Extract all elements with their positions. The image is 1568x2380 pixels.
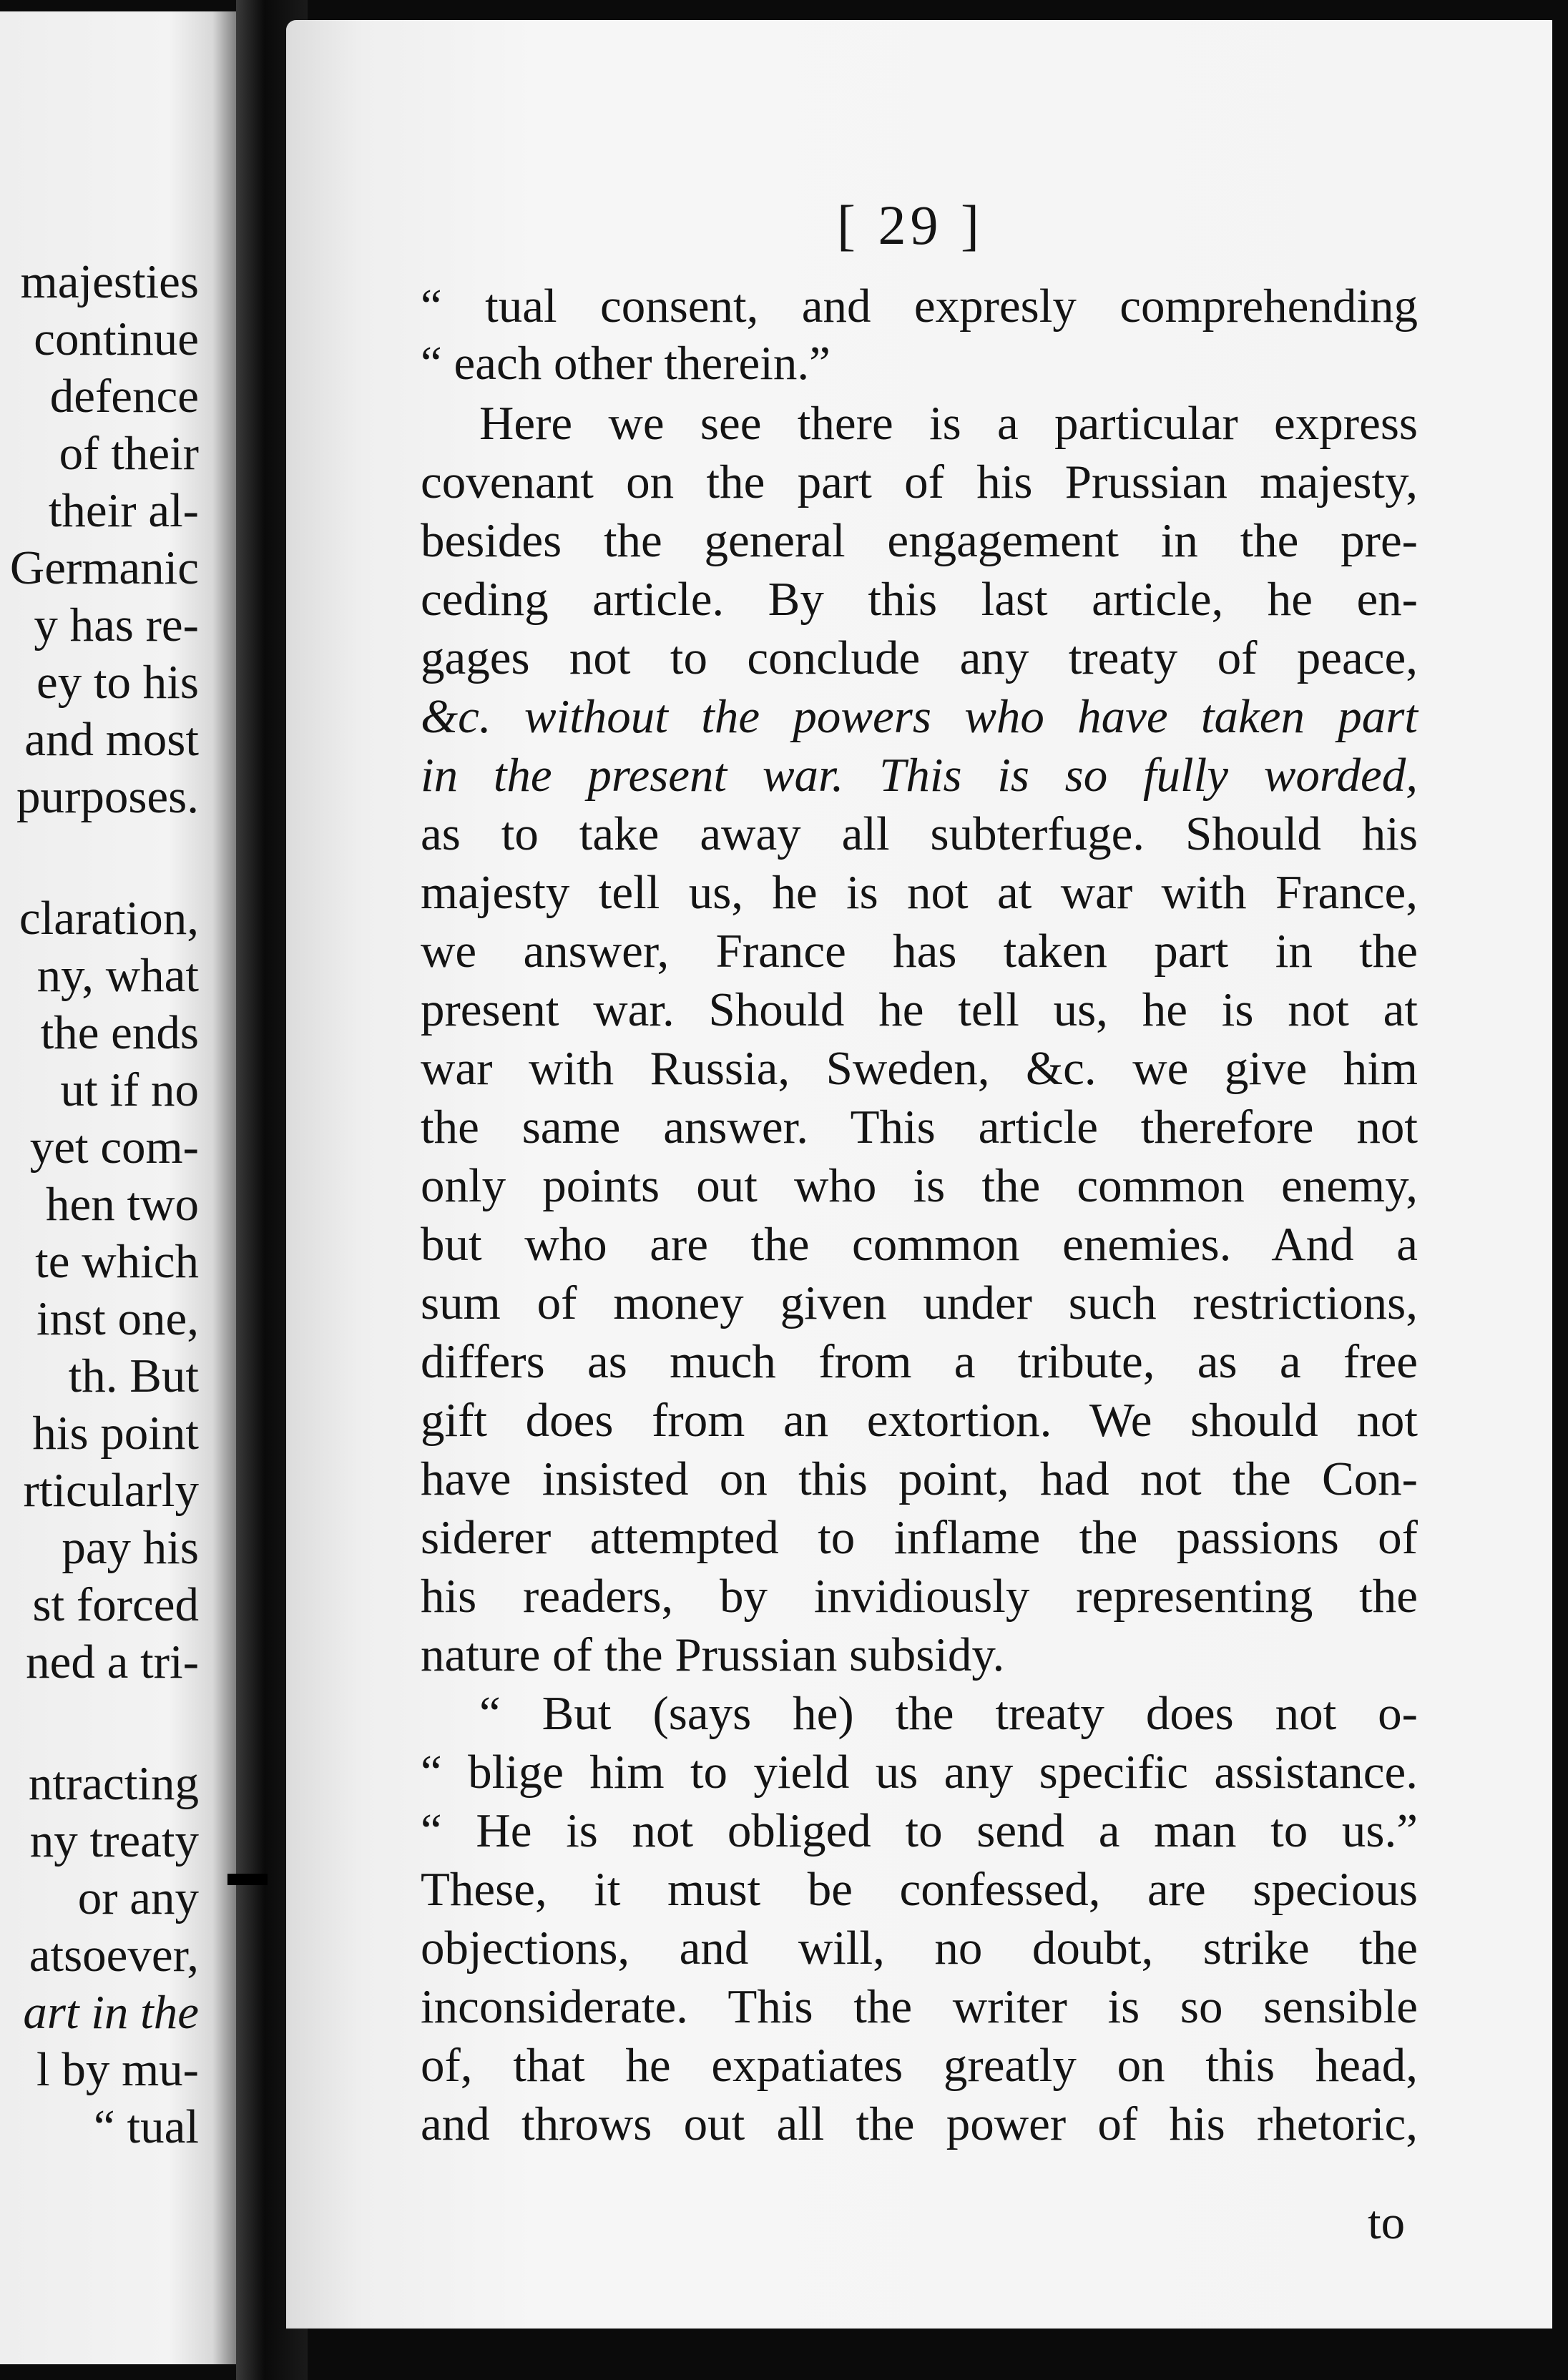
left-line: ntracting (28, 1757, 199, 1810)
left-line: his point (32, 1407, 199, 1460)
text-line: we answer, France has taken part in the (421, 925, 1418, 978)
left-line: defence (49, 370, 199, 423)
left-line: ny treaty (29, 1814, 199, 1867)
text-line: These, it must be confessed, are specious (421, 1863, 1418, 1916)
left-line: ny, what (36, 949, 199, 1002)
text-line: war with Russia, Sweden, &c. we give him (421, 1042, 1418, 1095)
text-line: inconsiderate. This the writer is so sensible (421, 1980, 1418, 2033)
left-line: the ends (40, 1006, 199, 1059)
italic-text: &c. without the powers who have taken part (421, 690, 1418, 743)
text-line: gages not to conclude any treaty of peace, (421, 631, 1418, 684)
text-line: gift does from an extortion. We should not (421, 1394, 1418, 1447)
text-line: nature of the Prussian subsidy. (421, 1628, 1005, 1681)
left-line: th. But (68, 1349, 199, 1402)
left-line: te which (35, 1235, 199, 1288)
left-line: ey to his (36, 656, 199, 709)
text-line: and throws out all the power of his rhetoric, (421, 2098, 1418, 2150)
text-line: majesty tell us, he is not at war with France, (421, 866, 1418, 919)
left-line: st forced (32, 1578, 199, 1631)
text-line: Here we see there is a particular express (479, 397, 1418, 450)
spine-mark (227, 1874, 268, 1885)
text-line: as to take away all subterfuge. Should his (421, 807, 1418, 860)
text-line: ceding article. By this last article, he en- (421, 573, 1418, 626)
text-line: of, that he expatiates greatly on this head, (421, 2039, 1418, 2092)
text-line: “ blige him to yield us any specific assistance. (421, 1746, 1418, 1799)
left-line: pay his (62, 1521, 199, 1574)
text-line: objections, and will, no doubt, strike the (421, 1922, 1418, 1975)
left-line: claration, (19, 892, 199, 945)
left-line: hen two (46, 1178, 199, 1231)
left-line: of their (59, 427, 199, 480)
left-line: majesties (20, 255, 199, 308)
left-line: l by mu- (36, 2043, 199, 2096)
left-line: continue (34, 313, 199, 365)
text-line: the same answer. This article therefore not (421, 1101, 1418, 1154)
left-line: atsoever, (29, 1929, 199, 1982)
text-line-italic-run (421, 688, 1418, 745)
text-line-italic-run (421, 747, 1418, 804)
left-line: or any (77, 1872, 199, 1924)
left-line: rticularly (23, 1464, 199, 1517)
left-line: yet com- (29, 1121, 199, 1174)
text-line: “ each other therein.” (421, 337, 830, 390)
left-line: “ tual (94, 2100, 199, 2153)
left-line: art in the (23, 1986, 199, 2039)
text-line: covenant on the part of his Prussian majesty, (421, 456, 1418, 508)
text-line: “ But (says he) the treaty does not o- (479, 1687, 1418, 1740)
left-line: y has re- (34, 599, 199, 651)
text-line: only points out who is the common enemy, (421, 1159, 1418, 1212)
left-page-fragment (0, 11, 242, 2364)
left-line: inst one, (36, 1292, 199, 1345)
text-line: “ tual consent, and expresly comprehending (421, 280, 1418, 333)
text-line: his readers, by invidiously representing the (421, 1570, 1418, 1623)
text-line: sum of money given under such restrictions, (421, 1277, 1418, 1329)
text-line: differs as much from a tribute, as a free (421, 1335, 1418, 1388)
left-line: and most (24, 713, 199, 766)
text-line: present war. Should he tell us, he is not at (421, 983, 1418, 1036)
text-line: besides the general engagement in the pre- (421, 514, 1418, 567)
text-line: siderer attempted to inflame the passions of (421, 1511, 1418, 1564)
text-line: “ He is not obliged to send a man to us.” (421, 1804, 1418, 1857)
left-line: ut if no (60, 1063, 199, 1116)
left-line: ned a tri- (26, 1636, 199, 1688)
left-line: Germanic (9, 541, 199, 594)
text-line: have insisted on this point, had not the Con- (421, 1452, 1418, 1505)
text-line: but who are the common enemies. And a (421, 1218, 1418, 1271)
left-line: their al- (48, 484, 199, 537)
italic-text: in the present war. This is so fully worded, (421, 749, 1418, 802)
page-number: [ 29 ] (837, 194, 984, 256)
catchword: to (1368, 2196, 1406, 2249)
left-line: purposes. (16, 770, 199, 823)
